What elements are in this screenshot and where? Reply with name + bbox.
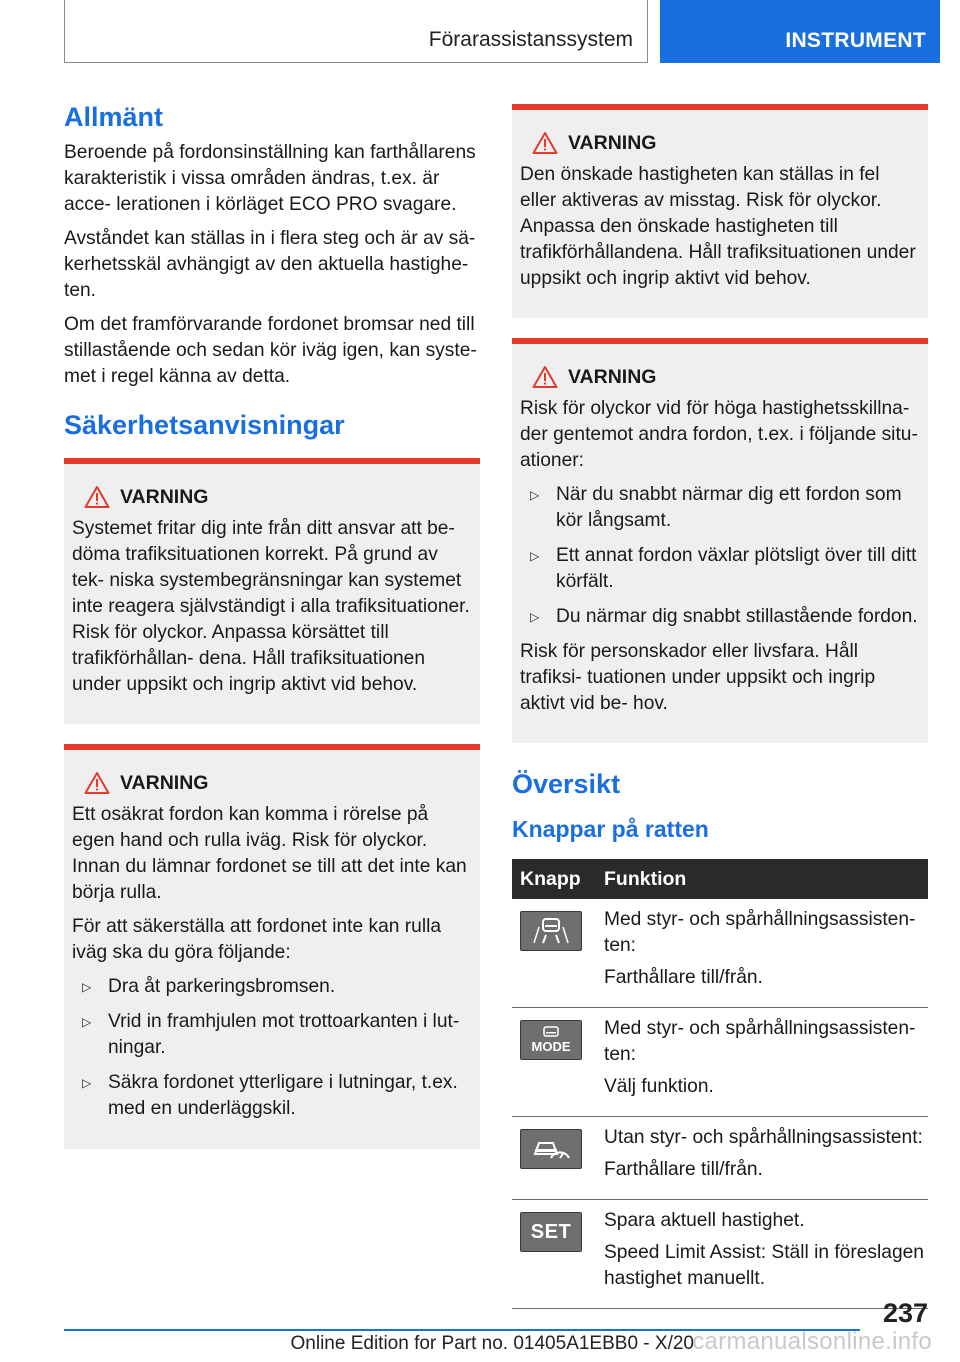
function-cell: Med styr- och spårhållningsassisten- ten: Farthållare till/från. bbox=[596, 899, 928, 1008]
heading-knappar: Knappar på ratten bbox=[512, 816, 709, 842]
table-header-row bbox=[512, 859, 928, 899]
buttons-table bbox=[512, 859, 928, 1309]
warning-text: Systemet fritar dig inte från ditt ansvar att be- döma trafiksituationen korrekt. På grund av tek- niska systembegränsningar kan systemet inte reagera självständigt i alla trafiksituationer. Risk för olyckor. Anpassa körsättet till trafikförhållan- dena. Håll trafiksituationen under uppsikt och ingrip aktivt vid behov. bbox=[72, 518, 470, 695]
key-cell bbox=[512, 1117, 596, 1200]
function-cell: Utan styr- och spårhållningsassistent: Farthållare till/från. bbox=[596, 1117, 928, 1200]
list-item: ▷ Säkra fordonet ytterligare i lutningar, t.ex. med en underläggskil. bbox=[82, 1072, 458, 1119]
warning-list bbox=[520, 482, 920, 630]
bullet-triangle-icon: ▷ bbox=[530, 610, 540, 624]
set-button-icon bbox=[520, 1212, 582, 1252]
table-row bbox=[512, 1008, 928, 1117]
bullet-triangle-icon: ▷ bbox=[82, 1076, 92, 1090]
list-item: ▷ När du snabbt närmar dig ett fordon som kör långsamt. bbox=[530, 484, 902, 531]
key-cell bbox=[512, 1008, 596, 1117]
list-item: ▷ Dra åt parkeringsbromsen. bbox=[82, 976, 336, 997]
footer-edition: Online Edition for Part no. 01405A1EBB0 - X/20 bbox=[290, 1333, 694, 1354]
bullet-triangle-icon: ▷ bbox=[82, 980, 92, 994]
key-cell bbox=[512, 899, 596, 1008]
paragraph-3: Om det framförvarande fordonet bromsar ned till stillastående och sedan kör iväg igen, kan syste- met i regel känna av detta. bbox=[64, 314, 477, 387]
warning-title-text: VARNING bbox=[120, 486, 209, 508]
column-header-function: Funktion bbox=[596, 859, 928, 899]
warning-title bbox=[72, 770, 472, 796]
list-item: ▷ Vrid in framhjulen mot trottoarkanten i lut- ningar. bbox=[82, 1011, 460, 1058]
cruise-control-icon bbox=[520, 1129, 582, 1169]
warning-text: Ett osäkrat fordon kan komma i rörelse på egen hand och rulla iväg. Risk för olyckor. Innan du lämnar fordonet se till att det inte kan börja rulla. bbox=[72, 804, 467, 903]
warning-box-1 bbox=[64, 458, 480, 724]
header-section-tab bbox=[64, 0, 648, 63]
steering-lane-assist-icon bbox=[520, 911, 582, 951]
right-column bbox=[512, 104, 928, 1309]
warning-title bbox=[520, 364, 920, 390]
heading-oversikt: Översikt bbox=[512, 769, 621, 799]
warning-title bbox=[520, 130, 920, 156]
function-cell: Med styr- och spårhållningsassisten- ten: Välj funktion. bbox=[596, 1008, 928, 1117]
warning-title bbox=[72, 484, 472, 510]
table-row bbox=[512, 1117, 928, 1200]
mode-button-icon bbox=[520, 1020, 582, 1060]
warning-triangle-icon bbox=[84, 771, 110, 795]
warning-text: För att säkerställa att fordonet inte kan rulla iväg ska du göra följande: bbox=[72, 916, 442, 963]
warning-text: Risk för olyckor vid för höga hastighetsskillna- der gentemot andra fordon, t.ex. i följande situ- ationer: bbox=[520, 398, 918, 471]
function-cell: Spara aktuell hastighet. Speed Limit Assist: Ställ in föreslagen hastighet manuellt. bbox=[596, 1200, 928, 1309]
table-row bbox=[512, 899, 928, 1008]
warning-triangle-icon bbox=[532, 365, 558, 389]
page-number: 237 bbox=[882, 1298, 928, 1328]
warning-text: Risk för personskador eller livsfara. Håll trafiksi- tuationen under uppsikt och ingrip aktivt vid be- hov. bbox=[520, 641, 876, 714]
warning-box-3 bbox=[512, 104, 928, 318]
header-section-label: Förarassistanssystem bbox=[428, 28, 633, 51]
list-item: ▷ Ett annat fordon växlar plötsligt över till ditt körfält. bbox=[530, 545, 917, 592]
column-header-key: Knapp bbox=[512, 859, 596, 899]
paragraph-2: Avståndet kan ställas in i flera steg och är av sä- kerhetsskäl avhängigt av den aktuella hastighe- ten. bbox=[64, 228, 476, 301]
header-chapter-tab bbox=[660, 0, 940, 63]
mode-label: MODE bbox=[531, 1039, 571, 1054]
warning-text: Den önskade hastigheten kan ställas in fel eller aktiveras av misstag. Risk för olyckor. Anpassa den önskade hastigheten till trafikförhållandena. Håll trafiksituationen under uppsikt och ingrip aktivt vid behov. bbox=[520, 164, 916, 289]
bullet-triangle-icon: ▷ bbox=[530, 549, 540, 563]
set-label: SET bbox=[530, 1221, 572, 1243]
warning-title-text: VARNING bbox=[120, 772, 209, 794]
left-column bbox=[64, 100, 480, 1149]
heading-sakerhetsanvisningar: Säkerhetsanvisningar bbox=[64, 410, 345, 440]
warning-title-text: VARNING bbox=[568, 132, 657, 154]
warning-box-2 bbox=[64, 744, 480, 1149]
list-item: ▷ Du närmar dig snabbt stillastående fordon. bbox=[530, 606, 918, 627]
warning-box-4 bbox=[512, 338, 928, 743]
warning-triangle-icon bbox=[532, 131, 558, 155]
warning-triangle-icon bbox=[84, 485, 110, 509]
bullet-triangle-icon: ▷ bbox=[530, 488, 540, 502]
table-row bbox=[512, 1200, 928, 1309]
key-cell bbox=[512, 1200, 596, 1309]
bullet-triangle-icon: ▷ bbox=[82, 1015, 92, 1029]
header-chapter-label: INSTRUMENT bbox=[785, 29, 926, 52]
watermark: carmanualsonline.info bbox=[692, 1328, 932, 1355]
warning-list bbox=[72, 974, 472, 1122]
heading-allmant: Allmänt bbox=[64, 102, 164, 132]
warning-title-text: VARNING bbox=[568, 366, 657, 388]
paragraph-1: Beroende på fordonsinställning kan farthållarens karakteristik i vissa områden ändras, t.ex. är acce- lerationen i körläget ECO PRO svagare. bbox=[64, 142, 476, 215]
